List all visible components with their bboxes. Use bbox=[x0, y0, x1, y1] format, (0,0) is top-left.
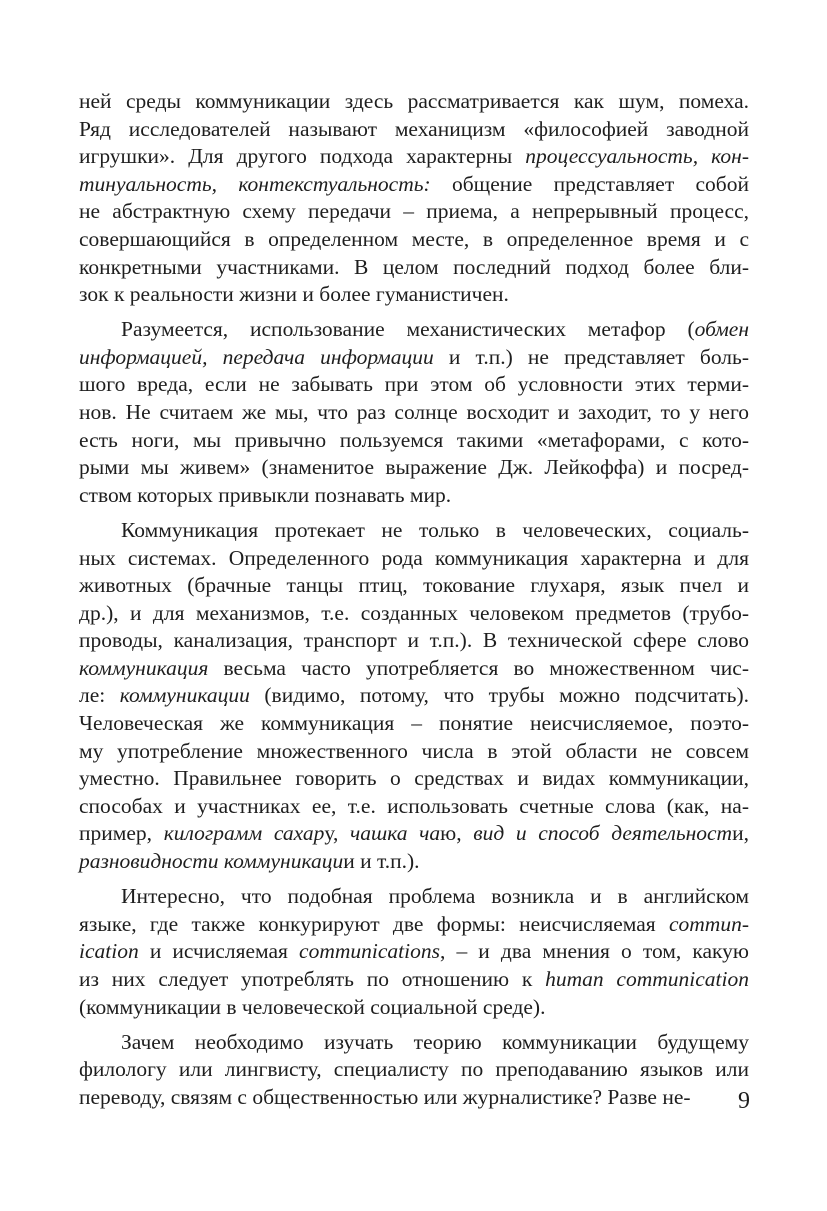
text-line bbox=[79, 793, 749, 821]
italic-term: разновидности коммуникаци bbox=[79, 849, 344, 874]
text-run: ством которых привыкли познавать мир. bbox=[79, 482, 452, 507]
italic-term: communications bbox=[299, 939, 440, 964]
text-line bbox=[79, 911, 749, 939]
text-line bbox=[79, 116, 749, 144]
text-run: др.), и для механизмов, т.е. созданных человеком предметов (трубо- bbox=[79, 600, 749, 625]
italic-term: информацией, передача информации bbox=[79, 344, 434, 369]
italic-term: обмен bbox=[694, 317, 749, 342]
text-line bbox=[79, 938, 749, 966]
text-run: Интересно, что подобная проблема возникла и в английском bbox=[121, 884, 749, 909]
text-line bbox=[79, 883, 749, 911]
text-line bbox=[79, 820, 749, 848]
text-run: Зачем необходимо изучать теорию коммуникации будущему bbox=[121, 1029, 749, 1054]
text-run: зок к реальности жизни и более гуманистичен. bbox=[79, 282, 509, 307]
text-line bbox=[79, 600, 749, 628]
text-line bbox=[79, 655, 749, 683]
text-run: переводу, связям с общественностью или журналистике? Разве не- bbox=[79, 1084, 691, 1109]
text-line bbox=[79, 848, 749, 876]
text-run: , – и два мнения о том, какую bbox=[439, 939, 749, 964]
text-run: му употребление множественного числа в этой области не совсем bbox=[79, 738, 749, 763]
italic-term: килограмм сахар bbox=[163, 821, 325, 846]
paragraph bbox=[79, 883, 749, 1021]
text-run: (коммуникации в человеческой социальной среде). bbox=[79, 994, 546, 1019]
text-line bbox=[79, 371, 749, 399]
text-run: Ряд исследователей называют механицизм «философией заводной bbox=[79, 116, 749, 141]
text-run: филологу или лингвисту, специалисту по преподаванию языков или bbox=[79, 1057, 749, 1082]
text-run: весьма часто употребляется во множественном чис- bbox=[208, 655, 749, 680]
text-run: Человеческая же коммуникация – понятие неисчисляемое, поэто- bbox=[79, 711, 749, 736]
text-run: совершающийся в определенном месте, в определенное время и с bbox=[79, 226, 749, 251]
text-run: языке, где также конкурируют две формы: неисчисляемая bbox=[79, 911, 669, 936]
text-run: общение представляет собой bbox=[430, 171, 749, 196]
text-run: и, bbox=[732, 821, 749, 846]
text-line bbox=[79, 994, 749, 1022]
text-run: (видимо, потому, что трубы можно подсчитать). bbox=[249, 683, 750, 708]
text-line bbox=[79, 88, 749, 116]
italic-term: коммуникации bbox=[119, 683, 250, 708]
text-line bbox=[79, 1056, 749, 1084]
paragraph bbox=[79, 316, 749, 509]
text-run: пример, bbox=[79, 821, 164, 846]
text-run: Разумеется, использование механистических метафор ( bbox=[121, 317, 695, 342]
text-run: не абстрактную схему передачи – приема, а непрерывный процесс, bbox=[79, 199, 749, 224]
paragraph bbox=[79, 1029, 749, 1112]
text-line bbox=[79, 454, 749, 482]
text-line bbox=[79, 198, 749, 226]
text-line bbox=[79, 254, 749, 282]
text-line bbox=[79, 966, 749, 994]
italic-term: commun- bbox=[668, 911, 749, 936]
body-text bbox=[79, 88, 749, 1111]
italic-term: ication bbox=[79, 939, 139, 964]
italic-term: процессуальность, кон- bbox=[525, 144, 749, 169]
text-line bbox=[79, 427, 749, 455]
text-line bbox=[79, 1084, 749, 1112]
text-line bbox=[79, 171, 749, 199]
text-run: есть ноги, мы привычно пользуемся такими «метафорами, с кото- bbox=[79, 427, 749, 452]
text-line bbox=[79, 572, 749, 600]
text-line bbox=[79, 682, 749, 710]
text-run: из них следует употреблять по отношению к bbox=[79, 966, 546, 991]
paragraph bbox=[79, 88, 749, 309]
text-line bbox=[79, 517, 749, 545]
text-line bbox=[79, 738, 749, 766]
italic-term: чашка ча bbox=[349, 821, 441, 846]
text-line bbox=[79, 765, 749, 793]
text-run: уместно. Правильнее говорить о средствах и видах коммуникации, bbox=[79, 766, 749, 791]
text-run: ней среды коммуникации здесь рассматривается как шум, помеха. bbox=[79, 89, 749, 113]
italic-term: коммуникация bbox=[79, 655, 209, 680]
page-number: 9 bbox=[738, 1088, 750, 1114]
text-line bbox=[79, 143, 749, 171]
text-run: игрушки». Для другого подхода характерны bbox=[79, 144, 526, 169]
text-line bbox=[79, 482, 749, 510]
text-run: нов. Не считаем же мы, что раз солнце восходит и заходит, то у него bbox=[79, 400, 749, 425]
text-line bbox=[79, 627, 749, 655]
text-run: Коммуникация протекает не только в человеческих, социаль- bbox=[121, 517, 749, 542]
text-line bbox=[79, 226, 749, 254]
text-run: и исчисляемая bbox=[138, 939, 300, 964]
text-line bbox=[79, 1029, 749, 1057]
text-run: и т.п.) не представляет боль- bbox=[433, 344, 749, 369]
text-run: животных (брачные танцы птиц, токование глухаря, язык пчел и bbox=[79, 573, 749, 598]
text-run: ю, bbox=[440, 821, 474, 846]
text-run: шого вреда, если не забывать при этом об условности этих терми- bbox=[79, 372, 749, 397]
text-line bbox=[79, 281, 749, 309]
text-line bbox=[79, 710, 749, 738]
text-line bbox=[79, 399, 749, 427]
text-run: у, bbox=[324, 821, 350, 846]
text-run: и и т.п.). bbox=[343, 849, 420, 874]
text-line bbox=[79, 344, 749, 372]
italic-term: тинуальность, контекстуальность: bbox=[79, 171, 431, 196]
text-run: рыми мы живем» (знаменитое выражение Дж. Лейкоффа) и посред- bbox=[79, 455, 749, 480]
text-line bbox=[79, 316, 749, 344]
italic-term: human communication bbox=[545, 966, 749, 991]
italic-term: вид и способ деятельност bbox=[473, 821, 733, 846]
text-run: ных системах. Определенного рода коммуникация характерна и для bbox=[79, 545, 749, 570]
text-run: ле: bbox=[79, 683, 120, 708]
paragraph bbox=[79, 517, 749, 876]
text-run: проводы, канализация, транспорт и т.п.). В технической сфере слово bbox=[79, 628, 749, 653]
text-line bbox=[79, 545, 749, 573]
text-run: конкретными участниками. В целом последний подход более бли- bbox=[79, 254, 749, 279]
text-run: способах и участниках ее, т.е. использовать счетные слова (как, на- bbox=[79, 793, 749, 818]
